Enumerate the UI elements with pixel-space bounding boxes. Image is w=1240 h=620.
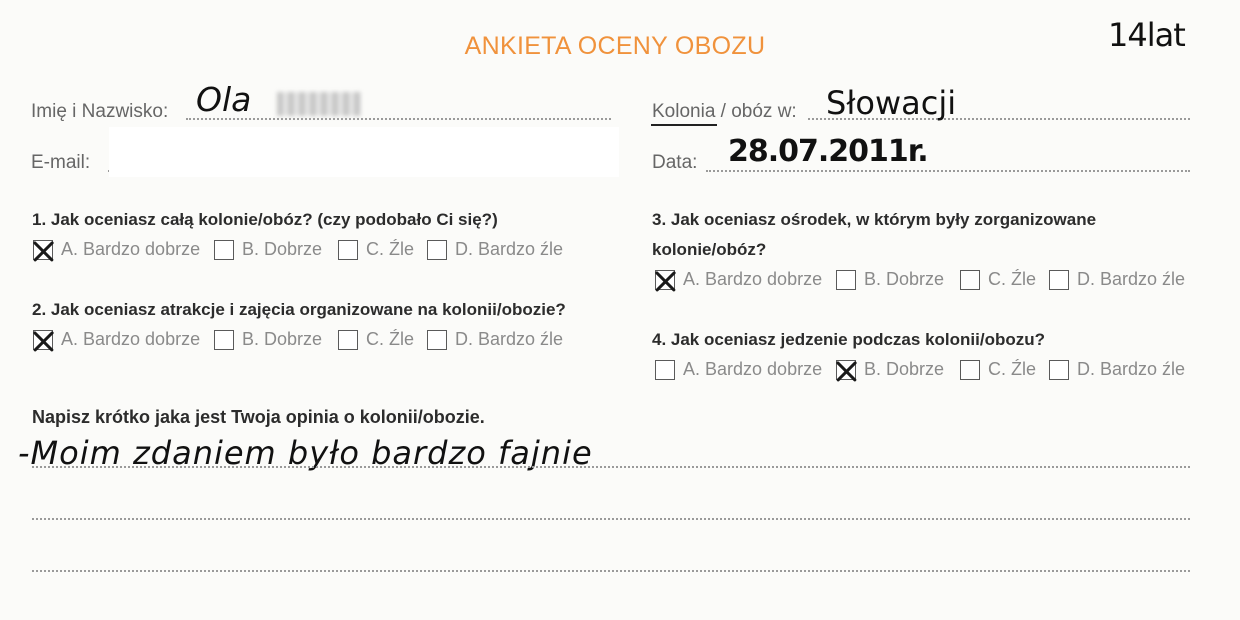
q3-checkbox-d[interactable] — [1049, 270, 1069, 290]
q2-option-a-label: A. Bardzo dobrze — [61, 329, 201, 349]
q4-option-a-label: A. Bardzo dobrze — [683, 359, 823, 379]
q1-option-c[interactable] — [338, 239, 414, 260]
q3-option-b[interactable] — [836, 269, 944, 290]
name-value[interactable]: Ola — [196, 80, 252, 119]
q2-option-b[interactable] — [214, 329, 322, 350]
q3-option-b-label: B. Dobrze — [864, 269, 945, 289]
q4-option-b[interactable] — [836, 359, 944, 380]
opinion-line-1 — [32, 466, 1190, 468]
q1-option-a-label: A. Bardzo dobrze — [61, 239, 201, 259]
q2-checkbox-a[interactable] — [33, 330, 53, 350]
q3-option-c-label: C. Źle — [988, 269, 1037, 289]
form-title: ANKIETA OCENY OBOZU — [464, 32, 766, 60]
q2-option-b-label: B. Dobrze — [242, 329, 323, 349]
date-line — [706, 170, 1190, 172]
q3-checkbox-b[interactable] — [836, 270, 856, 290]
q4-checkbox-a[interactable] — [655, 360, 675, 380]
name-label: Imię i Nazwisko: — [31, 101, 169, 122]
age-note: 14lat — [1108, 16, 1185, 54]
q3-checkbox-c[interactable] — [960, 270, 980, 290]
q1-option-d[interactable] — [427, 239, 563, 260]
opinion-line-3 — [32, 570, 1190, 572]
camp-label: Kolonia / obóz w: — [652, 101, 797, 122]
q2-option-c-label: C. Źle — [366, 329, 415, 349]
q2-option-c[interactable] — [338, 329, 414, 350]
q1-checkbox-c[interactable] — [338, 240, 358, 260]
q4-option-d-label: D. Bardzo źle — [1077, 359, 1186, 379]
opinion-answer[interactable]: -Moim zdaniem było bardzo fajnie — [18, 434, 593, 472]
opinion-line-2 — [32, 518, 1190, 520]
q1-option-d-label: D. Bardzo źle — [455, 239, 564, 259]
question-1: 1. Jak oceniasz całą kolonie/obóz? (czy podobało Ci się?) — [32, 210, 498, 229]
question-3-line-2: kolonie/obóz? — [652, 240, 767, 259]
opinion-prompt: Napisz krótko jaka jest Twoja opinia o kolonii/obozie. — [32, 407, 485, 427]
q3-option-d[interactable] — [1049, 269, 1185, 290]
q4-option-c[interactable] — [960, 359, 1036, 380]
q2-checkbox-b[interactable] — [214, 330, 234, 350]
email-label: E-mail: — [31, 152, 91, 173]
date-label: Data: — [652, 152, 698, 173]
q3-option-d-label: D. Bardzo źle — [1077, 269, 1186, 289]
q1-option-b[interactable] — [214, 239, 322, 260]
q4-option-c-label: C. Źle — [988, 359, 1037, 379]
q1-checkbox-d[interactable] — [427, 240, 447, 260]
camp-value[interactable]: Słowacji — [826, 84, 957, 122]
q4-checkbox-b[interactable] — [836, 360, 856, 380]
date-value[interactable]: 28.07.2011r. — [728, 134, 928, 169]
question-2: 2. Jak oceniasz atrakcje i zajęcia organizowane na kolonii/obozie? — [32, 300, 566, 319]
q4-checkbox-d[interactable] — [1049, 360, 1069, 380]
q3-option-a-label: A. Bardzo dobrze — [683, 269, 823, 289]
q1-option-b-label: B. Dobrze — [242, 239, 323, 259]
email-redaction — [109, 127, 619, 177]
q1-checkbox-a[interactable] — [33, 240, 53, 260]
q2-checkbox-c[interactable] — [338, 330, 358, 350]
q2-option-d[interactable] — [427, 329, 563, 350]
question-4: 4. Jak oceniasz jedzenie podczas kolonii/obozu? — [652, 330, 1045, 349]
camp-label-underline — [651, 124, 717, 126]
q4-option-b-label: B. Dobrze — [864, 359, 945, 379]
name-blurred — [277, 92, 361, 116]
q2-checkbox-d[interactable] — [427, 330, 447, 350]
question-3: 3. Jak oceniasz ośrodek, w którym były zorganizowane — [652, 210, 1097, 229]
q4-option-d[interactable] — [1049, 359, 1185, 380]
q3-option-c[interactable] — [960, 269, 1036, 290]
q4-option-a[interactable] — [655, 359, 822, 380]
q2-option-a[interactable] — [33, 329, 200, 350]
q4-checkbox-c[interactable] — [960, 360, 980, 380]
q1-option-c-label: C. Źle — [366, 239, 415, 259]
q3-checkbox-a[interactable] — [655, 270, 675, 290]
q1-option-a[interactable] — [33, 239, 200, 260]
q2-option-d-label: D. Bardzo źle — [455, 329, 564, 349]
q1-checkbox-b[interactable] — [214, 240, 234, 260]
q3-option-a[interactable] — [655, 269, 822, 290]
